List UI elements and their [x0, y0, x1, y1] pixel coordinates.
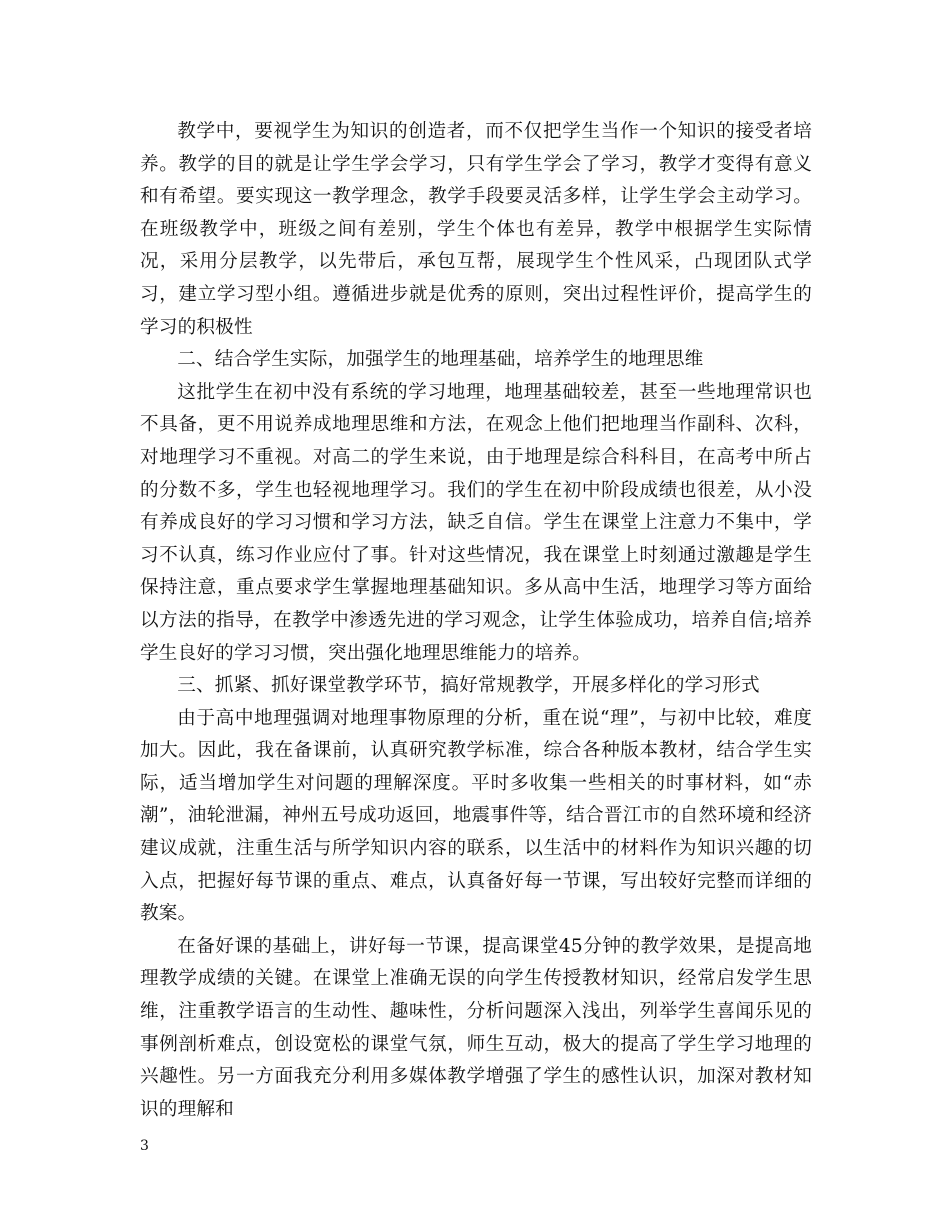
page-number: 3 — [140, 1138, 149, 1154]
paragraph-1: 教学中，要视学生为知识的创造者，而不仅把学生当作一个知识的接受者培养。教学的目的就是让学生学会学习，只有学生学会了学习，教学才变得有意义和有希望。要实现这一教学理念，教学手段要灵活多样，让学生学会主动学习。在班级教学中，班级之间有差别，学生个体也有差异，教学中根据学生实际情况，采用分层教学，以先带后，承包互帮，展现学生个性风采，凸现团队式学习，建立学习型小组。遵循进步就是优秀的原则，突出过程性评价，提高学生的学习的积极性 — [140, 121, 812, 338]
section-heading-2: 二、结合学生实际，加强学生的地理基础，培养学生的地理思维 — [177, 349, 704, 371]
paragraph-4: 在备好课的基础上，讲好每一节课，提高课堂45分钟的教学效果，是提高地理教学成绩的关键。在课堂上准确无误的向学生传授教材知识，经常启发学生思维，注重教学语言的生动性、趣味性，分析问题深入浅出，列举学生喜闻乐见的事例剖析难点，创设宽松的课堂气氛，师生互动，极大的提高了学生学习地理的兴趣性。另一方面我充分利用多媒体教学增强了学生的感性认识，加深对教材知识的理解和 — [140, 935, 812, 1120]
paragraph-2: 这批学生在初中没有系统的学习地理，地理基础较差，甚至一些地理常识也不具备，更不用说养成地理思维和方法，在观念上他们把地理当作副科、次科，对地理学习不重视。对高二的学生来说，由于地理是综合科科目，在高考中所占的分数不多，学生也轻视地理学习。我们的学生在初中阶段成绩也很差，从小没有养成良好的学习习惯和学习方法，缺乏自信。学生在课堂上注意力不集中，学习不认真，练习作业应付了事。针对这些情况，我在课堂上时刻通过激趣是学生保持注意，重点要求学生掌握地理基础知识。多从高中生活，地理学习等方面给以方法的指导，在教学中渗透先进的学习观念，让学生体验成功，培养自信;培养学生良好的学习习惯，突出强化地理思维能力的培养。 — [140, 381, 812, 664]
paragraph-3: 由于高中地理强调对地理事物原理的分析，重在说“理”，与初中比较，难度加大。因此，我在备课前，认真研究教学标准，综合各种版本教材，结合学生实际，适当增加学生对问题的理解深度。平时多收集一些相关的时事材料，如“赤潮”，油轮泄漏，神州五号成功返回，地震事件等，结合晋江市的自然环境和经济建议成就，注重生活与所学知识内容的联系，以生活中的材料作为知识兴趣的切入点，把握好每节课的重点、难点，认真备好每一节课，写出较好完整而详细的教案。 — [140, 707, 812, 925]
document-body — [140, 116, 812, 1126]
section-heading-3: 三、抓紧、抓好课堂教学环节，搞好常规教学，开展多样化的学习形式 — [177, 675, 760, 697]
